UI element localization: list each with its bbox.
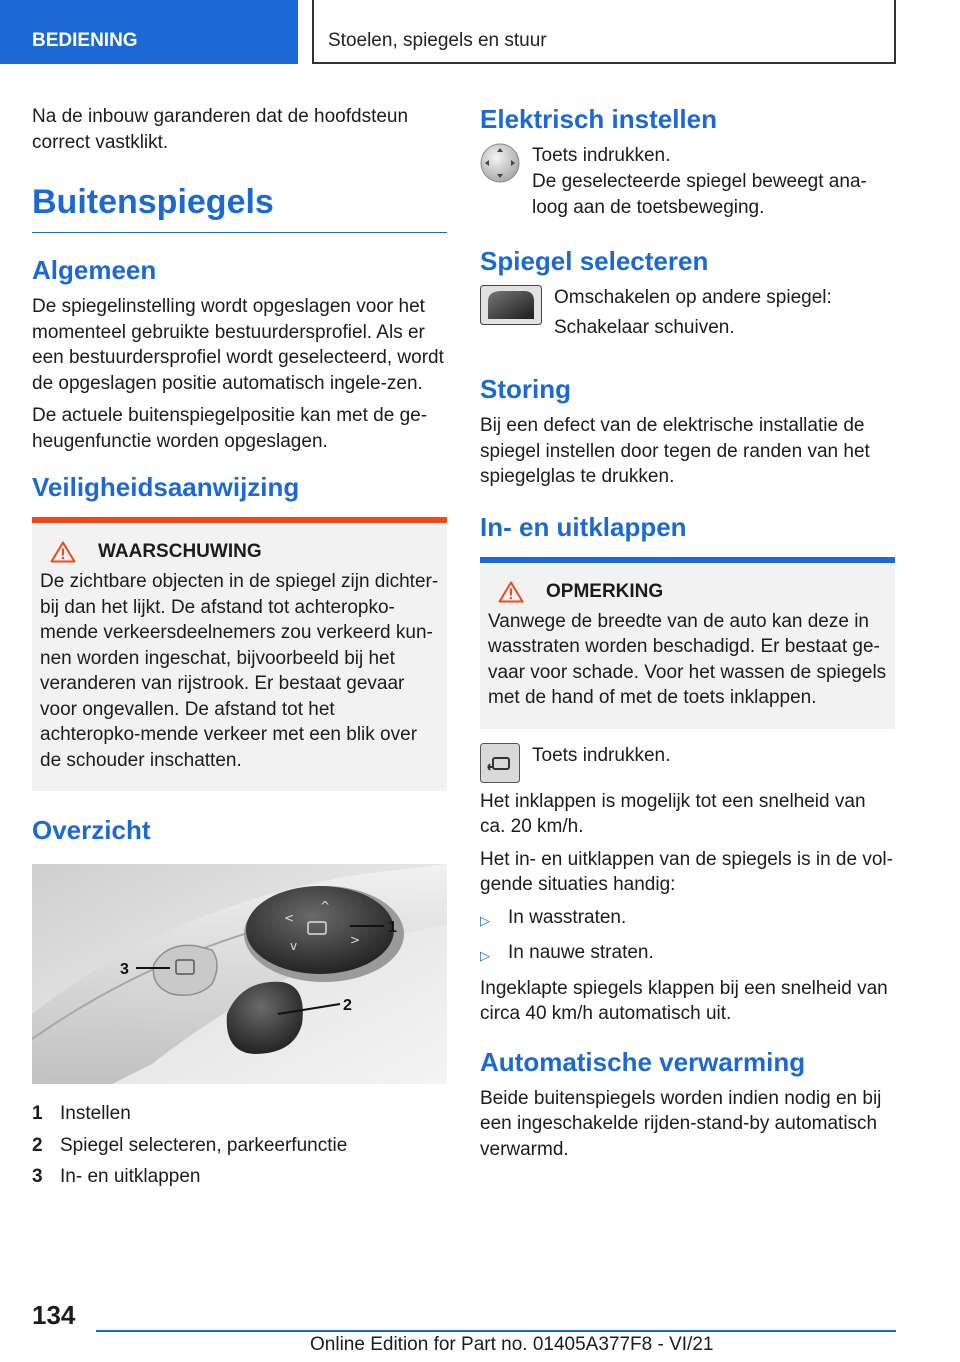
page-header	[0, 0, 960, 66]
warning-box	[32, 517, 447, 791]
fold-paragraph-1: Het inklappen is mogelijk tot een snelheid van ca. 20 km/h.	[480, 790, 866, 837]
section-tab: BEDIENING	[0, 0, 298, 64]
electric-line-2: De geselecteerde spiegel beweegt ana-loog aan de toetsbeweging.	[532, 171, 867, 218]
fold-paragraph-2: Het in- en uitklappen van de spiegels is in de vol-gende situaties handig:	[480, 848, 893, 895]
page-number: 134	[32, 1300, 76, 1330]
warning-triangle-icon	[50, 541, 76, 563]
legend-item: 1 Instellen	[32, 1103, 131, 1124]
heading-general: Algemeen	[32, 255, 157, 285]
heading-overview: Overzicht	[32, 815, 151, 845]
svg-text:<: <	[284, 911, 295, 925]
joystick-button-icon	[480, 143, 520, 183]
callout-2: 2	[343, 997, 352, 1014]
heading-fold: In- en uitklappen	[480, 511, 687, 542]
callout-1: 1	[388, 919, 397, 936]
list-item: ▷ In nauwe straten.	[480, 942, 654, 963]
electric-line-1: Toets indrukken.	[532, 145, 671, 166]
heading-fault: Storing	[480, 374, 571, 404]
fault-text: Bij een defect van de elektrische installatie de spiegel instellen door tegen de randen van het spiegelglas te drukken.	[480, 415, 870, 487]
overview-legend	[32, 1101, 447, 1190]
heating-text: Beide buitenspiegels worden indien nodig en bij een ingeschakelde rijden-stand-by automatisch verwarmd.	[480, 1087, 882, 1160]
warning-label: WAARSCHUWING	[98, 541, 262, 562]
select-line-2: Schakelaar schuiven.	[554, 316, 735, 338]
legend-item: 2 Spiegel selecteren, parkeerfunctie	[32, 1134, 348, 1156]
fold-paragraph-3: Ingeklapte spiegels klappen bij een snelheid van circa 40 km/h automatisch uit.	[480, 977, 888, 1024]
heading-electric: Elektrisch instellen	[480, 104, 717, 134]
callout-3: 3	[120, 961, 129, 978]
notice-box	[480, 557, 895, 729]
heading-select: Spiegel selecteren	[480, 246, 709, 276]
page-title: Buitenspiegels	[32, 183, 447, 233]
notice-text: Vanwege de breedte van de auto kan deze in wasstraten worden beschadigd. Er bestaat ge-vaar voor schade. Voor het wassen de spiegels met de hand of met de toets inklappen.	[488, 610, 887, 708]
footer-divider	[96, 1330, 896, 1332]
fold-mirror-button-icon	[480, 743, 520, 783]
legend-item: 3 In- en uitklappen	[32, 1166, 201, 1187]
notice-label: OPMERKING	[546, 580, 664, 602]
notice-triangle-icon	[498, 581, 524, 603]
chapter-title: Stoelen, spiegels en stuur	[312, 0, 896, 64]
fold-bullets	[480, 905, 895, 969]
heading-safety: Veiligheidsaanwijzing	[32, 472, 300, 502]
select-line-1: Omschakelen op andere spiegel:	[554, 287, 832, 308]
svg-text:>: >	[350, 933, 361, 947]
general-paragraph-1: De spiegelinstelling wordt opgeslagen voor het momenteel gebruikte bestuurdersprofiel. Als er een bestuurdersprofiel wordt geselecteerd, wordt de opgeslagen positie automatisch ingele-zen.	[32, 296, 444, 394]
list-item: ▷ In wasstraten.	[480, 906, 627, 928]
right-column	[480, 104, 895, 1169]
footer-edition: Online Edition for Part no. 01405A377F8 - VI/21	[310, 1334, 714, 1355]
warning-text: De zichtbare objecten in de spiegel zijn dichter-bij dan het lijkt. De afstand tot achteropko-mende verkeersdeelnemers zou verkeerd kun-nen worden ingeschat, bijvoorbeeld bij het veranderen van rijstrook. Er bestaat gevaar voor ongevallen. De afstand tot het achteropko-mende verkeer met een blik over de schouder inschatten.	[40, 571, 439, 771]
left-column	[32, 104, 447, 1196]
selector-switch-icon	[480, 285, 542, 325]
fold-button-text: Toets indrukken.	[532, 744, 671, 766]
general-paragraph-2: De actuele buitenspiegelpositie kan met de ge-heugenfunctie worden opgeslagen.	[32, 405, 428, 452]
intro-text: Na de inbouw garanderen dat de hoofdsteun correct vastklikt.	[32, 106, 409, 153]
svg-text:^: ^	[320, 899, 331, 913]
svg-text:v: v	[290, 939, 298, 953]
heading-heating: Automatische verwarming	[480, 1046, 806, 1077]
mirror-controls-photo	[32, 864, 447, 1084]
